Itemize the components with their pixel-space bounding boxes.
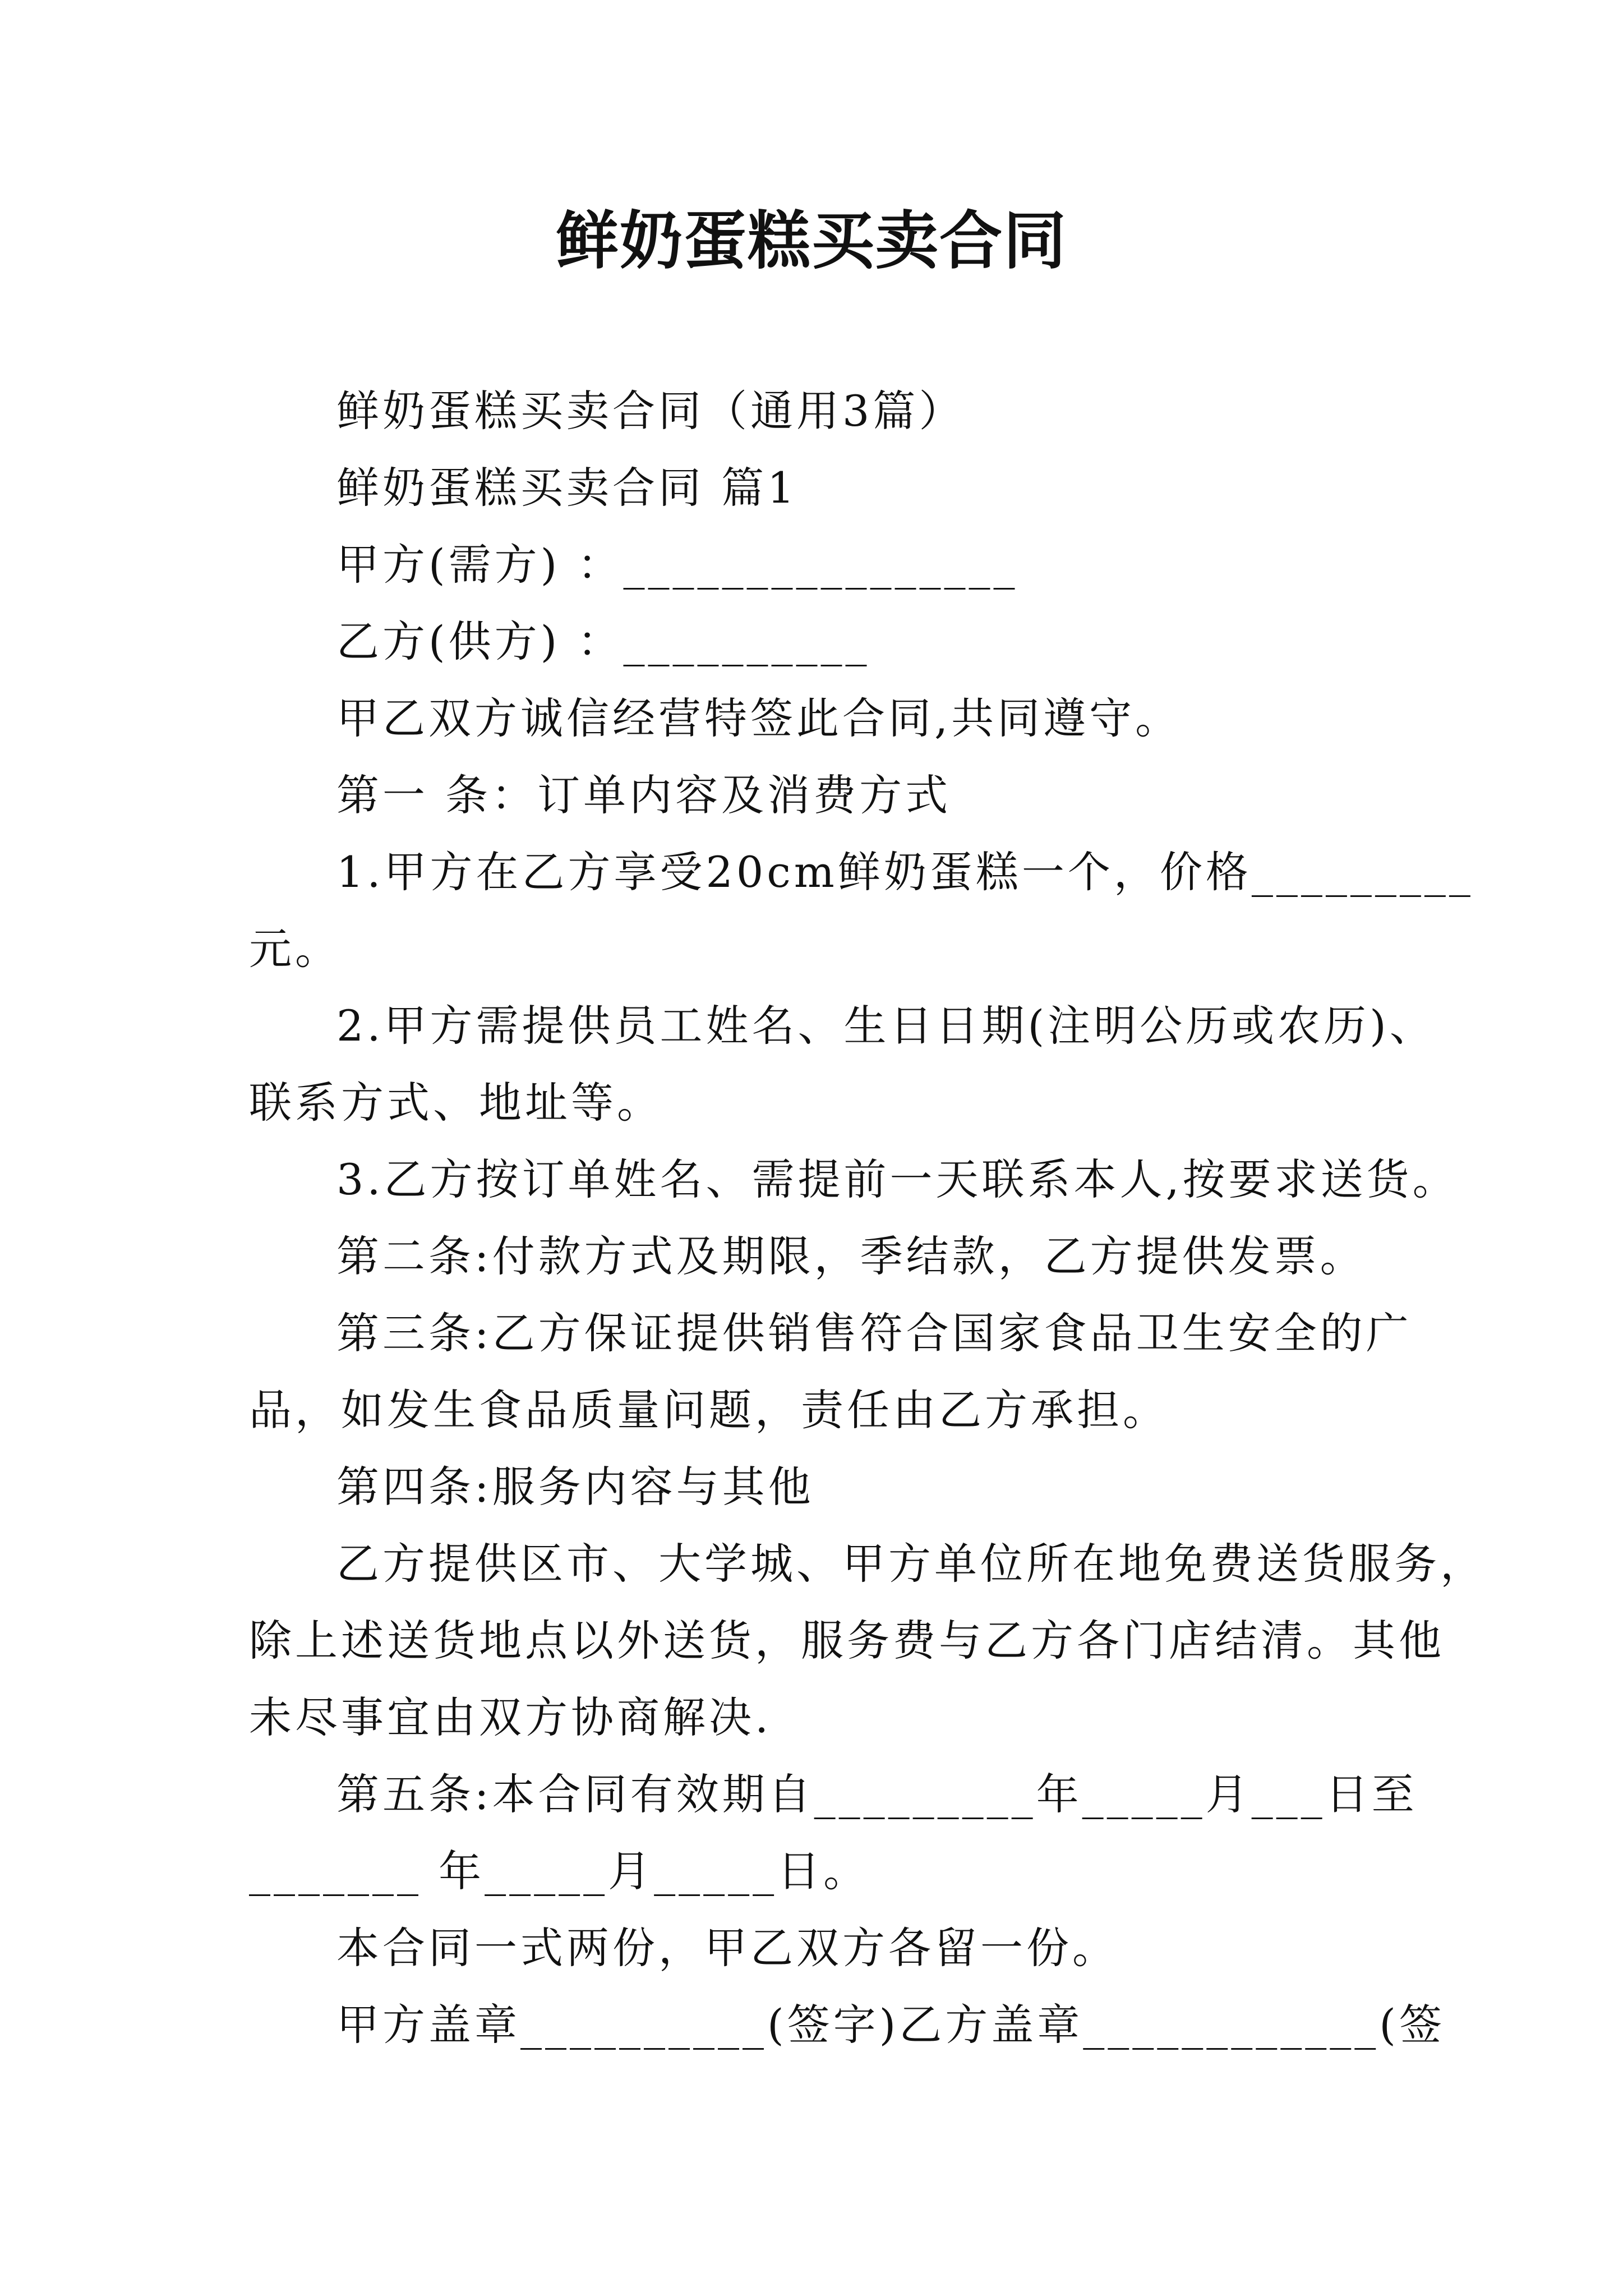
party-b-line: 乙方(供方) ：__________ (336, 616, 870, 666)
paragraph-line: 乙方提供区市、大学城、甲方单位所在地免费送货服务， (336, 1539, 1486, 1589)
document-title: 鲜奶蛋糕买卖合同 (556, 204, 1067, 278)
party-a-line: 甲方(需方) ：________________ (336, 540, 1018, 590)
paragraph-line: _______ 年_____月_____日。 (249, 1846, 870, 1896)
doc-subtitle: 鲜奶蛋糕买卖合同（通用3篇） (336, 386, 965, 436)
paragraph-line: 本合同一式两份，甲乙双方各留一份。 (336, 1923, 1118, 1973)
section-heading: 鲜奶蛋糕买卖合同 篇1 (336, 463, 798, 513)
paragraph-line: 未尽事宜由双方协商解决. (249, 1692, 772, 1742)
article-line: 第三条:乙方保证提供销售符合国家食品卫生安全的广 (336, 1308, 1412, 1358)
paragraph-line: 甲乙双方诚信经营特签此合同,共同遵守。 (336, 693, 1182, 743)
paragraph-line: 元。 (249, 924, 341, 974)
paragraph-line: 品，如发生食品质量问题，责任由乙方承担。 (249, 1385, 1169, 1435)
paragraph-line: 2.甲方需提供员工姓名、生日日期(注明公历或农历)、 (336, 1001, 1436, 1051)
article-line: 第五条:本合同有效期自_________年_____月___日至 (336, 1769, 1418, 1819)
article-heading: 第四条:服务内容与其他 (336, 1462, 814, 1512)
article-heading: 第一 条：订单内容及消费方式 (336, 770, 952, 820)
paragraph-line: 联系方式、地址等。 (249, 1078, 663, 1128)
paragraph-line: 1.甲方在乙方享受20cm鲜奶蛋糕一个，价格_________ (336, 847, 1474, 897)
paragraph-line: 除上述送货地点以外送货，服务费与乙方各门店结清。其他 (249, 1616, 1445, 1665)
article-line: 第二条:付款方式及期限，季结款，乙方提供发票。 (336, 1231, 1366, 1281)
paragraph-line: 3.乙方按订单姓名、需提前一天联系本人,按要求送货。 (336, 1154, 1459, 1204)
signature-line: 甲方盖章__________(签字)乙方盖章____________(签 (336, 2000, 1445, 2050)
